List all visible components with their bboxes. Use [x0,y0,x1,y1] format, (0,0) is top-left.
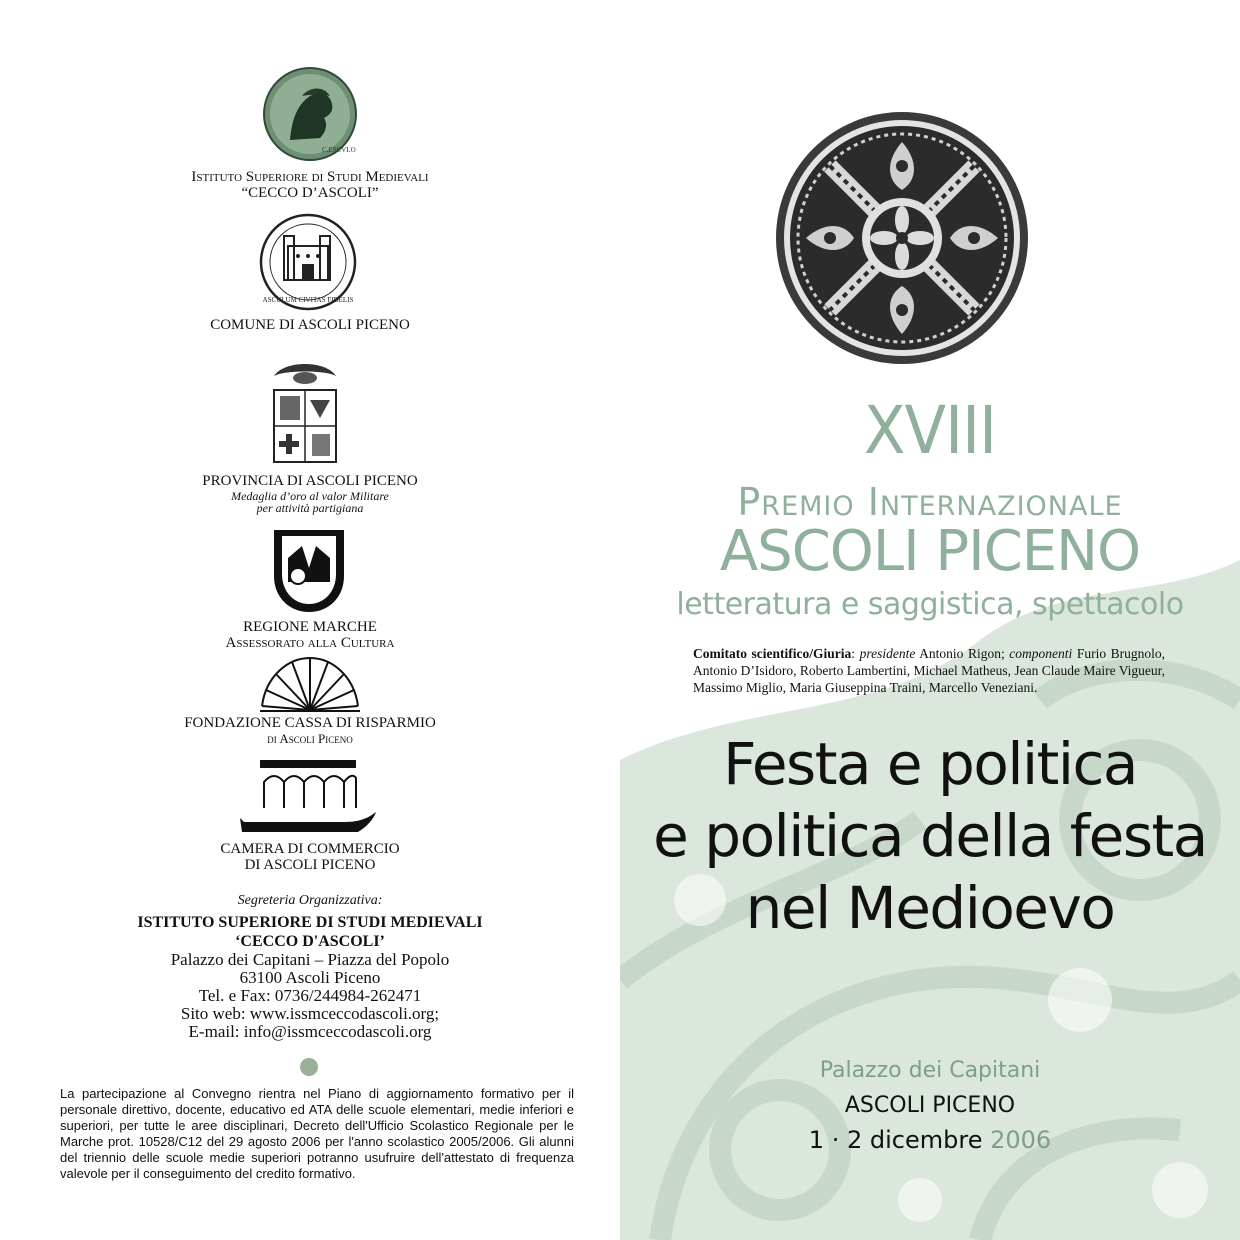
committee-president: Antonio Rigon; [919,646,1005,661]
committee-president-label: presidente [859,646,916,661]
training-notice: La partecipazione al Convegno rientra nel Piano di aggiornamento formativo per il personale direttivo, docente, educativo ed ATA delle scuole elementari, medie inferiori e superiori, per tutte le aree disciplinari, Decreto dell'Ufficio Scolastico Regionale per le Marche prot. 10528/C12 del 29 agosto 2006 per l'anno scolastico 2005/2006. Gli alunni del triennio delle scuole medie superiori potranno usufruire dell'attestato di frequenza valevole per il conseguimento del credito formativo. [60,1086,574,1181]
sponsor-italic-line: per attività partigiana [256,501,364,515]
sponsor-line: Assessorato alla Cultura [225,635,395,651]
conference-title-line: nel Medioevo [745,874,1115,942]
secretariat-org-line2: ‘CECCO D'ASCOLI’ [235,933,385,950]
sponsor-line: “CECCO D’ASCOLI” [241,185,379,201]
secretariat-website[interactable]: Sito web: www.issmceccodascoli.org; [180,1004,440,1023]
event-date [620,1128,1240,1152]
sponsor-line: Istituto Superiore di Studi Medievali [191,169,429,185]
province-coat-of-arms-icon [264,356,346,468]
seal-inscription: ASCULUM CIVITAS FIDELIS [262,296,354,304]
fan-shell-icon [258,656,362,714]
secretariat-phone: Tel. e Fax: 0736/244984-262471 [198,986,422,1005]
sponsor-caption-regione [80,620,540,651]
committee-text: Comitato scientifico/Giuria: presidente Antonio Rigon; componenti Furio Brugnolo, Antonio D’Isidoro, Roberto Lambertini, Michael Matheus, Jean Claude Maire Vigueur, Massimo Miglio, Maria Giuseppina Traini, Marcello Veneziani. [693,646,1166,695]
secretariat-address1: Palazzo dei Capitani – Piazza del Popolo [170,950,450,969]
city-seal-icon [258,212,358,312]
secretariat-address2: 63100 Ascoli Piceno [239,968,381,987]
event-month: dicembre [869,1126,983,1154]
arcade-ship-icon [238,756,378,840]
committee-label: Comitato scientifico/Giuria [693,646,852,661]
event-year: 2006 [990,1126,1052,1154]
conference-title-line: Festa e politica [723,730,1137,798]
secretariat-label: Segreteria Organizzativa: [237,893,383,908]
prize-name: Premio Internazionale [737,480,1123,524]
sponsor-line: REGIONE MARCHE [243,619,377,635]
sponsor-line: COMUNE DI ASCOLI PICENO [210,317,410,333]
venue-city: ASCOLI PICENO [844,1093,1016,1118]
sponsor-caption-comune [80,318,540,333]
right-panel [620,0,1240,1240]
medieval-rosette-relief-icon [774,110,1030,366]
secretariat-email[interactable]: E-mail: info@issmceccodascoli.org [188,1022,432,1041]
prize-categories: letteratura e saggistica, spettacolo [676,587,1184,622]
committee-members-label: componenti [1009,646,1073,661]
sponsor-line: PROVINCIA DI ASCOLI PICENO [202,473,418,489]
sponsor-caption-camera [80,842,540,873]
committee-members: Furio Brugnolo, Antonio D’Isidoro, Roberto Lambertini, Michael Matheus, Jean Claude Maire Vigueur, Massimo Miglio, Maria Giuseppina Traini, Marcello Veneziani. [693,646,1166,695]
prize-city: ASCOLI PICENO [719,519,1141,584]
separator-dot [300,1058,318,1076]
sponsor-caption-provincia [80,474,540,514]
event-days: 1 · 2 [808,1126,863,1154]
regione-marche-shield-icon [272,528,346,614]
conference-title [620,728,1240,944]
sponsor-line: FONDAZIONE CASSA DI RISPARMIO [184,715,436,731]
edition-numeral: XVIII [863,392,997,469]
sponsor-line: CAMERA DI COMMERCIO [220,841,400,857]
conference-title-line: e politica della festa [653,802,1207,870]
sponsor-caption-fondazione [80,716,540,745]
secretariat-block [80,893,540,1041]
sponsor-line: DI ASCOLI PICENO [244,857,376,873]
venue-name: Palazzo dei Capitani [819,1058,1041,1083]
sponsor-caption-issm [80,170,540,201]
coin-portrait-icon [262,66,358,162]
coin-inscription: C.ESCVLO [322,146,356,154]
sponsor-line: di Ascoli Piceno [267,731,353,746]
sponsor-italic-line: Medaglia d’oro al valor Militare [231,489,389,503]
secretariat-org-line1: ISTITUTO SUPERIORE DI STUDI MEDIEVALI [137,914,483,931]
